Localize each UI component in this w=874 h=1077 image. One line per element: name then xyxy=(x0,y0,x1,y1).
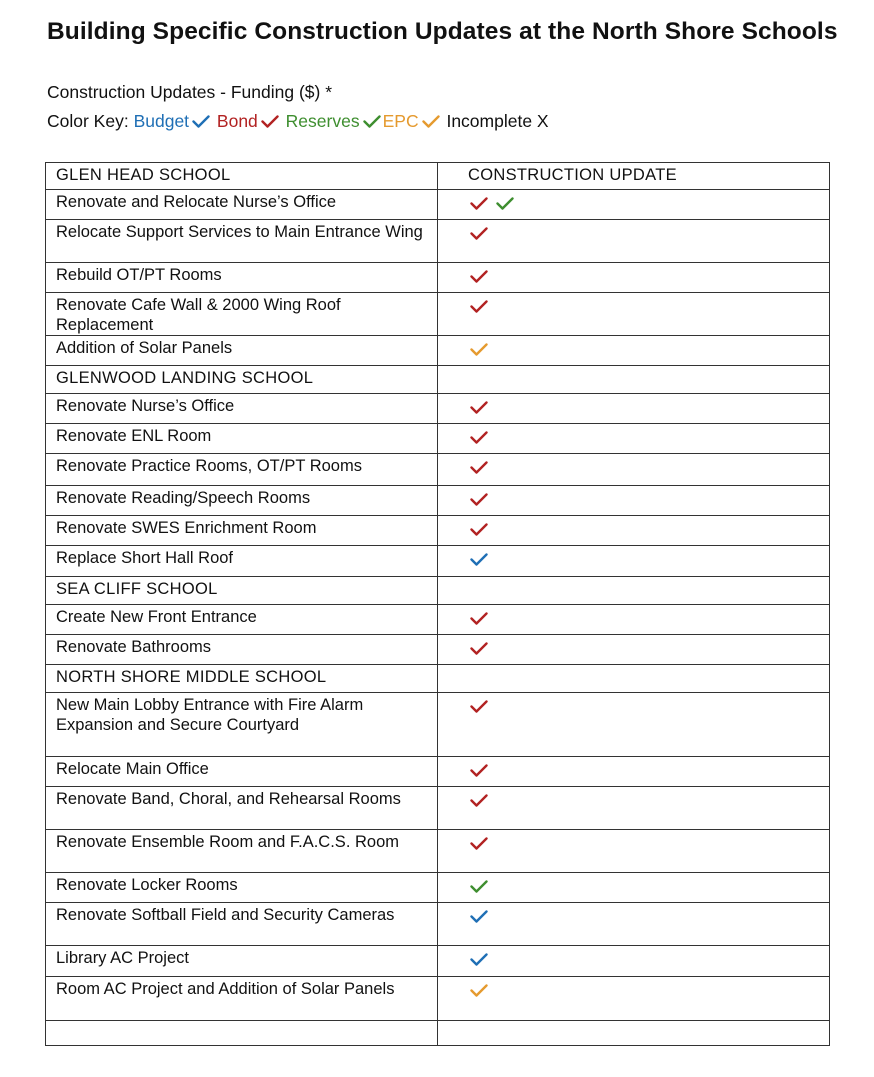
project-name: Renovate Cafe Wall & 2000 Wing Roof Replacement xyxy=(46,293,438,336)
check-icon xyxy=(470,642,488,656)
check-icon xyxy=(192,115,210,129)
construction-update-cell xyxy=(438,1021,830,1046)
project-name: Library AC Project xyxy=(46,946,438,977)
project-name: New Main Lobby Entrance with Fire Alarm Expansion and Secure Courtyard xyxy=(46,693,438,757)
check-icon xyxy=(470,837,488,851)
construction-update-cell xyxy=(438,486,830,516)
check-icon xyxy=(470,953,488,967)
table-row xyxy=(46,830,830,873)
project-name: Renovate Bathrooms xyxy=(46,635,438,665)
status-checks xyxy=(470,338,488,360)
project-name: Create New Front Entrance xyxy=(46,605,438,635)
project-name: Renovate Nurse’s Office xyxy=(46,394,438,424)
construction-update-cell xyxy=(438,577,830,605)
construction-update-cell xyxy=(438,424,830,454)
project-name: Renovate SWES Enrichment Room xyxy=(46,516,438,546)
table-row xyxy=(46,394,830,424)
table-row xyxy=(46,336,830,366)
table-header-row xyxy=(46,163,830,190)
status-checks xyxy=(470,488,488,510)
check-icon xyxy=(470,343,488,357)
check-icon xyxy=(470,553,488,567)
table-row xyxy=(46,977,830,1021)
check-icon xyxy=(261,115,279,129)
construction-update-cell xyxy=(438,366,830,394)
table-row xyxy=(46,1021,830,1046)
project-name: Relocate Main Office xyxy=(46,757,438,787)
table-row xyxy=(46,546,830,577)
table-row xyxy=(46,903,830,946)
table-row xyxy=(46,190,830,220)
construction-update-cell xyxy=(438,977,830,1021)
table-row xyxy=(46,220,830,263)
check-icon xyxy=(363,115,381,129)
check-icon xyxy=(470,764,488,778)
project-name xyxy=(46,1021,438,1046)
check-icon xyxy=(470,910,488,924)
table-row xyxy=(46,486,830,516)
construction-table xyxy=(45,162,830,1046)
status-checks xyxy=(470,222,488,244)
construction-update-cell xyxy=(438,293,830,336)
project-name: Addition of Solar Panels xyxy=(46,336,438,366)
section-header-row xyxy=(46,577,830,605)
status-checks xyxy=(470,456,488,478)
construction-update-cell xyxy=(438,516,830,546)
status-checks xyxy=(470,979,488,1001)
construction-update-cell xyxy=(438,873,830,903)
color-key-reserves: Reserves xyxy=(285,111,360,131)
construction-update-cell xyxy=(438,946,830,977)
construction-update-cell xyxy=(438,546,830,577)
check-icon xyxy=(470,401,488,415)
project-name: Rebuild OT/PT Rooms xyxy=(46,263,438,293)
header-glen-head-school: GLEN HEAD SCHOOL xyxy=(46,163,438,190)
construction-update-cell xyxy=(438,605,830,635)
check-icon xyxy=(363,115,381,129)
table-row xyxy=(46,516,830,546)
status-checks xyxy=(470,759,488,781)
table-row xyxy=(46,605,830,635)
check-icon xyxy=(422,115,440,129)
construction-update-cell xyxy=(438,336,830,366)
status-checks xyxy=(470,948,488,970)
construction-update-cell xyxy=(438,190,830,220)
check-icon xyxy=(470,270,488,284)
table-row xyxy=(46,454,830,486)
color-key-budget: Budget xyxy=(133,111,190,131)
status-checks xyxy=(470,905,488,927)
check-icon xyxy=(470,461,488,475)
color-key-incomplete: Incomplete X xyxy=(446,111,549,131)
school-name: SEA CLIFF SCHOOL xyxy=(46,577,438,605)
construction-update-cell xyxy=(438,263,830,293)
status-checks xyxy=(470,192,514,214)
project-name: Renovate Practice Rooms, OT/PT Rooms xyxy=(46,454,438,486)
construction-update-cell xyxy=(438,454,830,486)
funding-subtitle: Construction Updates - Funding ($) * xyxy=(47,82,332,102)
check-icon xyxy=(470,227,488,241)
construction-update-cell xyxy=(438,693,830,757)
check-icon xyxy=(470,700,488,714)
check-icon xyxy=(192,115,210,129)
color-key-bond: Bond xyxy=(216,111,258,131)
table-row xyxy=(46,757,830,787)
status-checks xyxy=(470,518,488,540)
table-row xyxy=(46,787,830,830)
construction-update-cell xyxy=(438,220,830,263)
construction-update-cell xyxy=(438,903,830,946)
check-icon xyxy=(470,197,488,211)
project-name: Renovate Ensemble Room and F.A.C.S. Room xyxy=(46,830,438,873)
project-name: Renovate ENL Room xyxy=(46,424,438,454)
construction-update-cell xyxy=(438,635,830,665)
project-name: Renovate Reading/Speech Rooms xyxy=(46,486,438,516)
check-icon xyxy=(470,300,488,314)
project-name: Renovate and Relocate Nurse’s Office xyxy=(46,190,438,220)
check-icon xyxy=(470,431,488,445)
status-checks xyxy=(470,265,488,287)
table-row xyxy=(46,293,830,336)
status-checks xyxy=(470,637,488,659)
check-icon xyxy=(470,612,488,626)
project-name: Room AC Project and Addition of Solar Panels xyxy=(46,977,438,1021)
check-icon xyxy=(470,880,488,894)
table-row xyxy=(46,873,830,903)
check-icon xyxy=(470,984,488,998)
check-icon xyxy=(470,493,488,507)
check-icon xyxy=(261,115,279,129)
table-row xyxy=(46,693,830,757)
project-name: Renovate Softball Field and Security Cameras xyxy=(46,903,438,946)
project-name: Renovate Locker Rooms xyxy=(46,873,438,903)
construction-update-cell xyxy=(438,830,830,873)
status-checks xyxy=(470,789,488,811)
construction-update-cell xyxy=(438,665,830,693)
construction-update-cell xyxy=(438,787,830,830)
status-checks xyxy=(470,832,488,854)
table-row xyxy=(46,635,830,665)
school-name: NORTH SHORE MIDDLE SCHOOL xyxy=(46,665,438,693)
status-checks xyxy=(470,695,488,717)
check-icon xyxy=(470,523,488,537)
table-row xyxy=(46,263,830,293)
status-checks xyxy=(470,607,488,629)
status-checks xyxy=(470,295,488,317)
section-header-row xyxy=(46,665,830,693)
section-header-row xyxy=(46,366,830,394)
color-key-label: Color Key: xyxy=(47,111,129,131)
status-checks xyxy=(470,426,488,448)
status-checks xyxy=(470,875,488,897)
color-key-epc: EPC xyxy=(382,111,419,131)
school-name: GLENWOOD LANDING SCHOOL xyxy=(46,366,438,394)
check-icon xyxy=(496,197,514,211)
status-checks xyxy=(470,548,488,570)
construction-update-cell xyxy=(438,757,830,787)
construction-update-cell xyxy=(438,394,830,424)
page-title: Building Specific Construction Updates at the North Shore Schools xyxy=(47,18,838,45)
table-row xyxy=(46,946,830,977)
project-name: Replace Short Hall Roof xyxy=(46,546,438,577)
project-name: Relocate Support Services to Main Entrance Wing xyxy=(46,220,438,263)
color-key xyxy=(47,111,549,132)
table-row xyxy=(46,424,830,454)
header-construction-update: CONSTRUCTION UPDATE xyxy=(438,163,830,190)
check-icon xyxy=(470,794,488,808)
project-name: Renovate Band, Choral, and Rehearsal Rooms xyxy=(46,787,438,830)
status-checks xyxy=(470,396,488,418)
check-icon xyxy=(422,115,440,129)
